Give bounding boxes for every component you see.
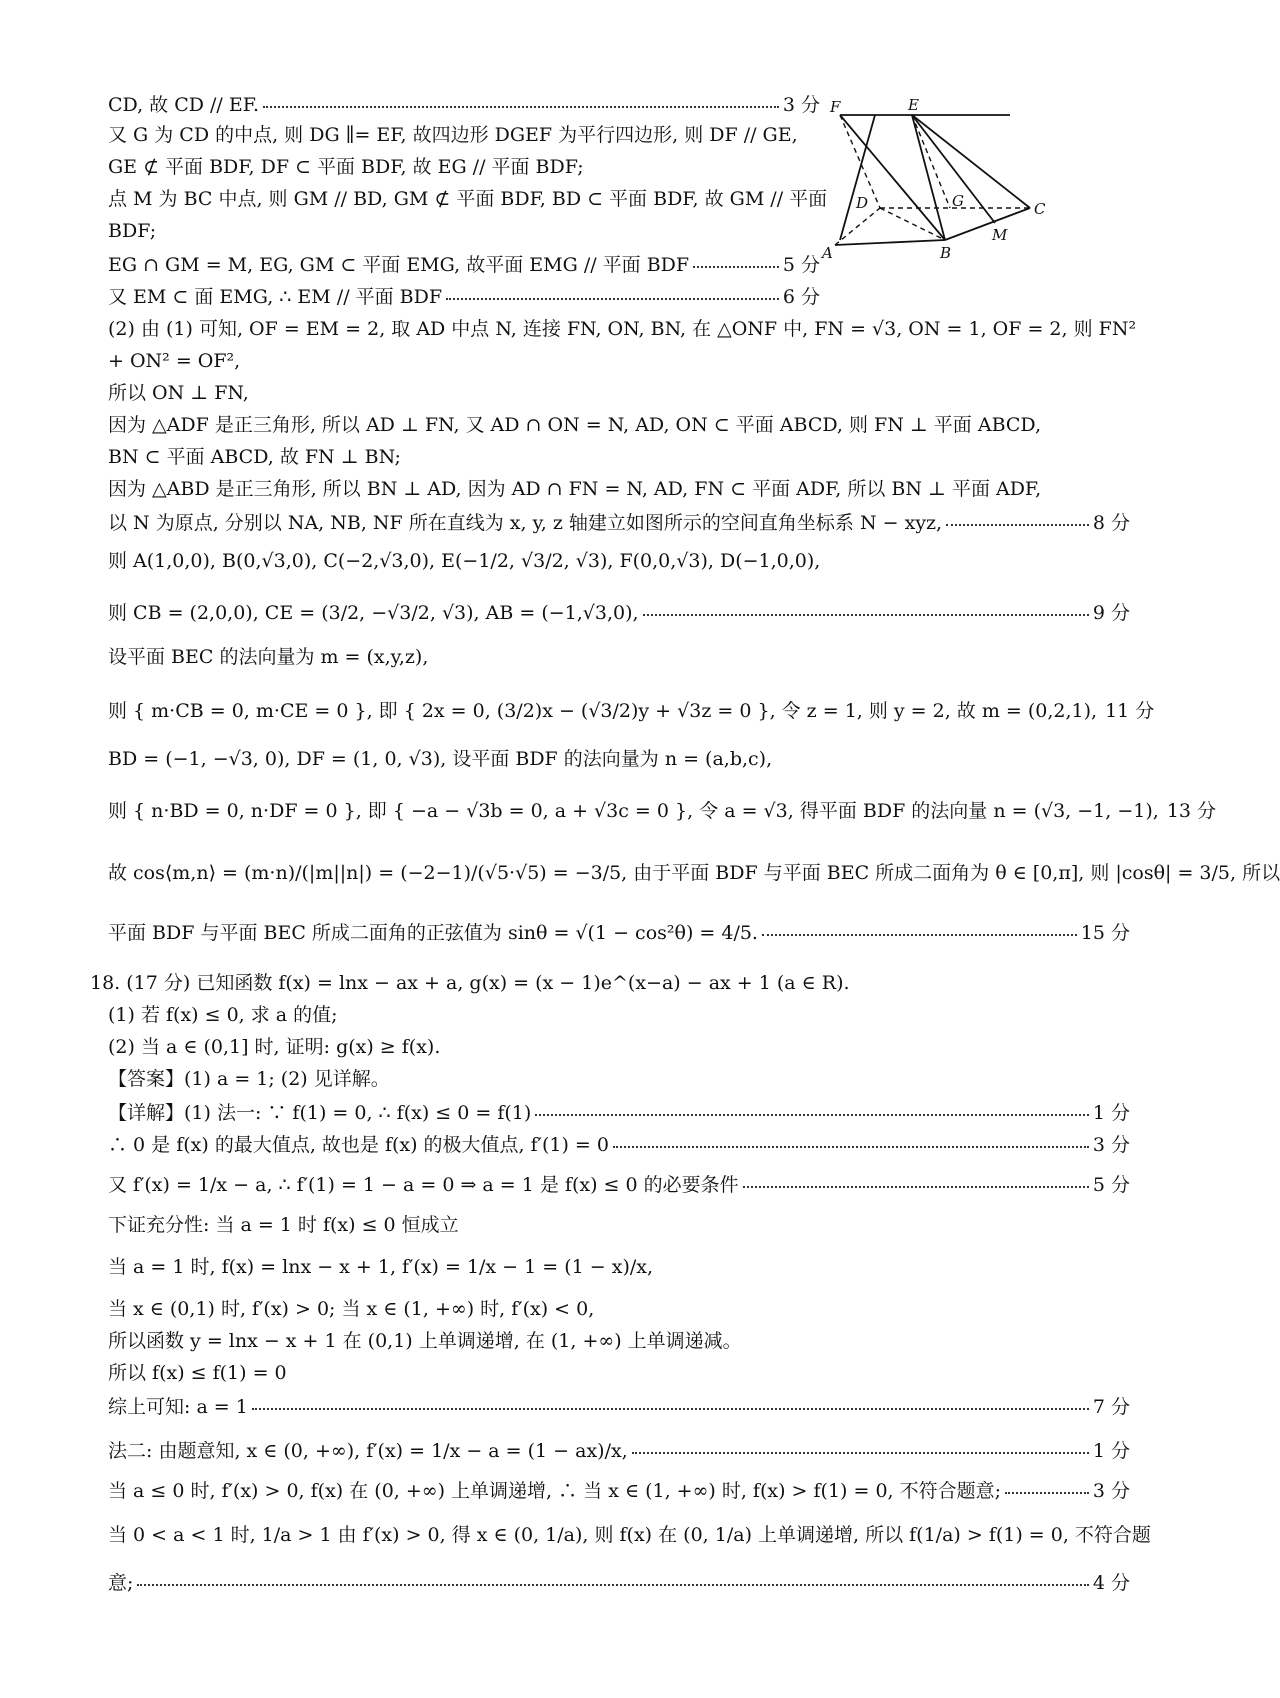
text-line — [108, 508, 1130, 534]
text-line: 点 M 为 BC 中点, 则 GM // BD, GM ⊄ 平面 BDF, BD ⊂ 平面 BDF, 故 GM // 平面 — [108, 188, 828, 210]
text-line: 所以 ON ⊥ FN, — [108, 382, 249, 404]
text-line: 下证充分性: 当 a = 1 时 f(x) ≤ 0 恒成立 — [108, 1214, 459, 1236]
score-label: 8 分 — [1092, 511, 1130, 534]
text-line — [108, 1392, 1130, 1418]
score-label: 3 分 — [1092, 1133, 1130, 1156]
text-line: 又 G 为 CD 的中点, 则 DG ∥= EF, 故四边形 DGEF 为平行四边形, 则 DF // GE, — [108, 124, 798, 146]
dot-leader — [693, 266, 779, 268]
score-label: 4 分 — [1092, 1571, 1130, 1594]
dot-leader — [643, 614, 1089, 616]
label-C: C — [1034, 200, 1046, 218]
score-label: 5 分 — [1092, 1173, 1130, 1196]
line-text: ∴ 0 是 f(x) 的最大值点, 故也是 f(x) 的极大值点, f′(1) = 0 — [108, 1133, 609, 1156]
score-label: 1 分 — [1092, 1439, 1130, 1462]
text-line: BD = (−1, −√3, 0), DF = (1, 0, √3), 设平面 BDF 的法向量为 n = (a,b,c), — [108, 748, 773, 770]
text-line: + ON² = OF², — [108, 350, 241, 372]
text-line: 18. (17 分) 已知函数 f(x) = lnx − ax + a, g(x) = (x − 1)e^(x−a) − ax + 1 (a ∈ R). — [90, 972, 850, 994]
text-line: 因为 △ADF 是正三角形, 所以 AD ⊥ FN, 又 AD ∩ ON = N, AD, ON ⊂ 平面 ABCD, 则 FN ⊥ 平面 ABCD, — [108, 414, 1042, 436]
line-text: 当 a ≤ 0 时, f′(x) > 0, f(x) 在 (0, +∞) 上单调递增, ∴ 当 x ∈ (1, +∞) 时, f(x) > f(1) = 0, 不符合题意; — [108, 1479, 1002, 1502]
text-line — [108, 696, 1155, 722]
line-text: EG ∩ GM = M, EG, GM ⊂ 平面 EMG, 故平面 EMG // 平面 BDF — [108, 253, 690, 276]
dot-leader — [263, 106, 779, 108]
line-text: 则 CB = (2,0,0), CE = (3/2, −√3/2, √3), AB = (−1,√3,0), — [108, 601, 639, 624]
label-G: G — [952, 192, 964, 210]
text-line: 故 cos⟨m,n⟩ = (m·n)/(|m||n|) = (−2−1)/(√5·√5) = −3/5, 由于平面 BDF 与平面 BEC 所成二面角为 θ ∈ [0,π], 则 |cosθ| = 3/5, 所以 — [108, 862, 1280, 884]
text-line: 则 A(1,0,0), B(0,√3,0), C(−2,√3,0), E(−1/2, √3/2, √3), F(0,0,√3), D(−1,0,0), — [108, 550, 821, 572]
line-text: 综上可知: a = 1 — [108, 1395, 248, 1418]
text-line — [108, 1098, 1130, 1124]
line-text: 以 N 为原点, 分别以 NA, NB, NF 所在直线为 x, y, z 轴建立如图所示的空间直角坐标系 N − xyz, — [108, 511, 943, 534]
text-line — [108, 1436, 1130, 1462]
line-text: 则 { n·BD = 0, n·DF = 0 }, 即 { −a − √3b = 0, a + √3c = 0 }, 令 a = √3, 得平面 BDF 的法向量 n = (√3, −1, −1), — [108, 799, 1159, 822]
score-label: 11 分 — [1105, 699, 1155, 722]
line-text: CD, 故 CD // EF. — [108, 93, 259, 116]
text-line: BDF; — [108, 220, 157, 242]
score-label: 3 分 — [782, 93, 820, 116]
score-label: 1 分 — [1092, 1101, 1130, 1124]
label-E: E — [908, 96, 919, 114]
text-line: 【答案】(1) a = 1; (2) 见详解。 — [108, 1068, 390, 1090]
text-line — [108, 282, 820, 308]
dot-leader — [946, 524, 1089, 526]
line-text: 【详解】(1) 法一: ∵ f(1) = 0, ∴ f(x) ≤ 0 = f(1) — [108, 1101, 532, 1124]
line-text: 又 f′(x) = 1/x − a, ∴ f′(1) = 1 − a = 0 ⇒ a = 1 是 f(x) ≤ 0 的必要条件 — [108, 1173, 739, 1196]
text-line: (2) 当 a ∈ (0,1] 时, 证明: g(x) ≥ f(x). — [108, 1036, 441, 1058]
text-line — [108, 1170, 1130, 1196]
label-D: D — [856, 194, 869, 212]
geometry-figure — [822, 96, 1140, 300]
text-line: 当 x ∈ (0,1) 时, f′(x) > 0; 当 x ∈ (1, +∞) 时, f′(x) < 0, — [108, 1298, 595, 1320]
line-text: 则 { m·CB = 0, m·CE = 0 }, 即 { 2x = 0, (3/2)x − (√3/2)y + √3z = 0 }, 令 z = 1, 则 y = 2, 故 m = (0,2,1), — [108, 699, 1098, 722]
line-text: 意; — [108, 1571, 134, 1594]
text-line: 所以 f(x) ≤ f(1) = 0 — [108, 1362, 287, 1384]
dot-leader — [743, 1186, 1089, 1188]
text-line: (2) 由 (1) 可知, OF = EM = 2, 取 AD 中点 N, 连接 FN, ON, BN, 在 △ONF 中, FN = √3, ON = 1, OF = 2, 则 FN² — [108, 318, 1137, 340]
text-line — [108, 598, 1130, 624]
text-line — [108, 918, 1130, 944]
dot-leader — [535, 1114, 1089, 1116]
score-label: 6 分 — [782, 285, 820, 308]
text-line — [108, 796, 1217, 822]
text-line: BN ⊂ 平面 ABCD, 故 FN ⊥ BN; — [108, 446, 401, 468]
dot-leader — [137, 1584, 1088, 1586]
line-text: 法二: 由题意知, x ∈ (0, +∞), f′(x) = 1/x − a = (1 − ax)/x, — [108, 1439, 628, 1462]
score-label: 13 分 — [1166, 799, 1217, 822]
text-line — [108, 250, 820, 276]
score-label: 5 分 — [782, 253, 820, 276]
dot-leader — [613, 1146, 1089, 1148]
score-label: 15 分 — [1080, 921, 1130, 944]
text-line: 所以函数 y = lnx − x + 1 在 (0,1) 上单调递增, 在 (1, +∞) 上单调递减。 — [108, 1330, 742, 1352]
dot-leader — [632, 1452, 1089, 1454]
text-line: 当 0 < a < 1 时, 1/a > 1 由 f′(x) > 0, 得 x ∈ (0, 1/a), 则 f(x) 在 (0, 1/a) 上单调递增, 所以 f(1/a) > f(1) = 0, 不符合题 — [108, 1524, 1151, 1546]
label-B: B — [940, 244, 952, 262]
dot-leader — [762, 934, 1077, 936]
score-label: 7 分 — [1092, 1395, 1130, 1418]
label-M: M — [992, 226, 1008, 244]
score-label: 3 分 — [1092, 1479, 1130, 1502]
text-line: 当 a = 1 时, f(x) = lnx − x + 1, f′(x) = 1/x − 1 = (1 − x)/x, — [108, 1256, 654, 1278]
text-line: 因为 △ABD 是正三角形, 所以 BN ⊥ AD, 因为 AD ∩ FN = N, AD, FN ⊂ 平面 ADF, 所以 BN ⊥ 平面 ADF, — [108, 478, 1042, 500]
dot-leader — [252, 1408, 1089, 1410]
dot-leader — [446, 298, 779, 300]
text-line: 设平面 BEC 的法向量为 m = (x,y,z), — [108, 646, 429, 668]
line-text: 平面 BDF 与平面 BEC 所成二面角的正弦值为 sinθ = √(1 − cos²θ) = 4/5. — [108, 921, 758, 944]
text-line: (1) 若 f(x) ≤ 0, 求 a 的值; — [108, 1004, 338, 1026]
label-A: A — [822, 244, 833, 262]
dot-leader — [1005, 1492, 1089, 1494]
text-line — [108, 90, 820, 116]
text-line — [108, 1568, 1130, 1594]
text-line — [108, 1476, 1130, 1502]
text-line: GE ⊄ 平面 BDF, DF ⊂ 平面 BDF, 故 EG // 平面 BDF; — [108, 156, 584, 178]
label-F: F — [830, 98, 841, 116]
score-label: 9 分 — [1092, 601, 1130, 624]
line-text: 又 EM ⊂ 面 EMG, ∴ EM // 平面 BDF — [108, 285, 443, 308]
text-line — [108, 1130, 1130, 1156]
